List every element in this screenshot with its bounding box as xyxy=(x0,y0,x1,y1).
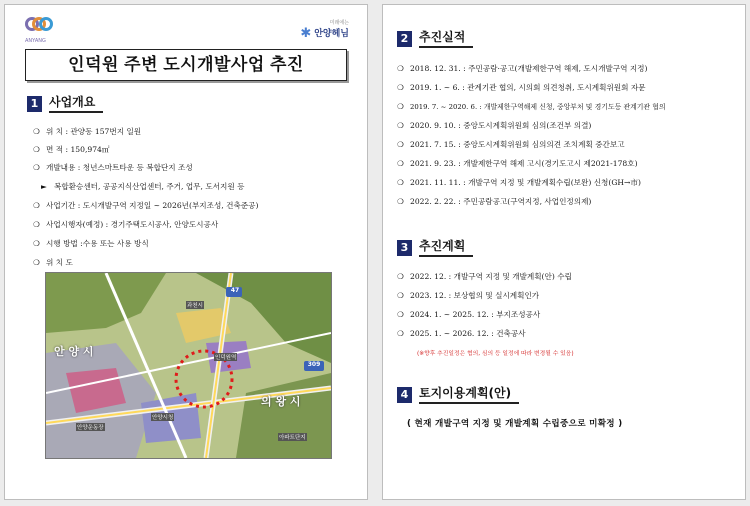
section-number: 4 xyxy=(397,387,412,403)
list-item: ❍ 2022. 2. 22. : 주민공람공고(구역지정, 사업인정의제) xyxy=(397,197,592,206)
list-item: ► 복합환승센터, 공공지식산업센터, 주거, 업무, 도서지원 등 xyxy=(41,182,245,191)
section-title: 사업개요 xyxy=(49,95,103,113)
report-page-2 xyxy=(382,4,746,500)
list-item: ❍ 위 치 도 xyxy=(33,258,73,267)
list-item: ❍ 2022. 12. : 개발구역 지정 및 개발계획(안) 수립 xyxy=(397,272,572,281)
place-label: 인덕원역 xyxy=(215,355,237,361)
place-label: 아파트단지 xyxy=(279,435,306,441)
uiwang-city-label: 의 왕 시 xyxy=(261,395,301,408)
section-4-heading xyxy=(397,387,519,403)
section-title: 추진실적 xyxy=(419,30,473,48)
list-item: ❍ 2021. 9. 23. : 개발제한구역 해제 고시(경기도고시 제2021-178호) xyxy=(397,159,638,168)
slogan-small: 미래에는 xyxy=(329,20,349,26)
list-item: ❍ 개발내용 : 청년스마트타운 등 복합단지 조성 xyxy=(33,163,193,172)
list-item: ❍ 2021. 11. 11. : 개발구역 지정 및 개발계획수립(보완) 신청(GH→市) xyxy=(397,178,641,187)
anyang-city-label: 안 양 시 xyxy=(54,345,94,358)
location-map xyxy=(45,272,332,459)
city-logo xyxy=(25,17,53,43)
section-2-heading xyxy=(397,31,473,47)
list-item: ❍ 사업시행자(예정) : 경기주택도시공사, 안양도시공사 xyxy=(33,220,219,229)
section-number: 2 xyxy=(397,31,412,47)
land-use-status: ( 현재 개발구역 지정 및 개발계획 수립중으로 미확정 ) xyxy=(407,419,623,429)
section-1-heading xyxy=(27,96,103,112)
road-309-label: 309 xyxy=(307,361,321,368)
city-logo-text: ANYANG xyxy=(25,38,46,44)
list-item: ❍ 2021. 7. 15. : 중앙도시계획위원회 심의의견 조치계획 중간보고 xyxy=(397,140,625,149)
list-item: ❍ 위 치 : 관양동 157번지 일원 xyxy=(33,127,142,136)
schedule-note: (※향후 추진일정은 협의, 심의 등 일정에 따라 변경될 수 있음) xyxy=(417,351,574,357)
section-title: 토지이용계획(안) xyxy=(419,386,519,404)
section-title: 추진계획 xyxy=(419,239,473,257)
list-item: ❍ 2020. 9. 10. : 중앙도시계획위원회 심의(조건부 의결) xyxy=(397,121,592,130)
list-item: ❍ 2025. 1. ~ 2026. 12. : 건축공사 xyxy=(397,329,526,338)
list-item: ❍ 2024. 1. ~ 2025. 12. : 부지조성공사 xyxy=(397,310,541,319)
section-3-heading xyxy=(397,240,473,256)
section-number: 1 xyxy=(27,96,42,112)
list-item: ❍ 2023. 12. : 보상협의 및 실시계획인가 xyxy=(397,291,540,300)
list-item: ❍ 2018. 12. 31. : 주민공람·공고(개발제한구역 해제, 도시개발구역 지정) xyxy=(397,64,648,73)
road-47-label: 47 xyxy=(230,287,240,294)
list-item: ❍ 2019. 7. ~ 2020. 6. : 개발제한구역해제 신청, 중앙부처 및 경기도등 관계기관 협의 xyxy=(397,102,666,111)
place-label: 과천시 xyxy=(187,303,203,309)
slogan-text: 안양헤님 xyxy=(314,29,349,39)
list-item: ❍ 사업기간 : 도시개발구역 지정일 ~ 2026년(부지조성, 건축준공) xyxy=(33,201,259,210)
place-label: 안양시청 xyxy=(152,415,174,421)
report-page-1 xyxy=(4,4,368,500)
place-label: 안양운동장 xyxy=(77,425,104,431)
star-icon: ✱ xyxy=(300,26,312,41)
list-item: ❍ 2019. 1. ~ 6. : 관계기관 협의, 시의회 의견청취, 도시계획위원회 자문 xyxy=(397,83,646,92)
list-item: ❍ 시행 방법 :수용 또는 사용 방식 xyxy=(33,239,149,248)
section-number: 3 xyxy=(397,240,412,256)
document-title: 인덕원 주변 도시개발사업 추진 xyxy=(25,49,347,81)
slogan-logo xyxy=(300,19,349,39)
list-item: ❍ 면 적 : 150,974㎡ xyxy=(33,145,110,154)
